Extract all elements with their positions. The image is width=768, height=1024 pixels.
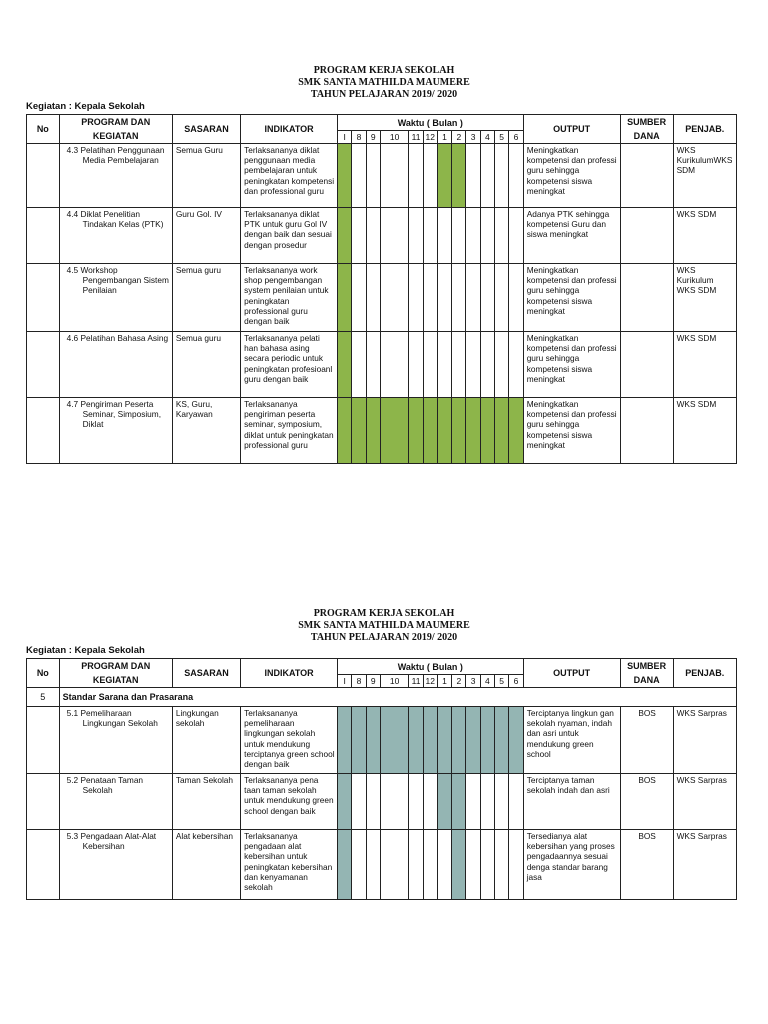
month-cell (380, 398, 409, 464)
month-cell (452, 707, 466, 774)
month-cell (409, 707, 423, 774)
month-cell (437, 332, 451, 398)
table-row (27, 830, 737, 900)
cell-sumber-dana (620, 332, 673, 398)
month-cell (437, 208, 451, 264)
month-cell (494, 332, 508, 398)
month-header: I (338, 675, 352, 688)
month-cell (423, 264, 437, 332)
col-output: OUTPUT (523, 659, 620, 688)
month-cell (480, 774, 494, 830)
cell-program (59, 830, 172, 900)
month-cell (452, 830, 466, 900)
month-cell (338, 144, 352, 208)
col-program: PROGRAM DAN KEGIATAN (59, 659, 172, 688)
month-cell (409, 332, 423, 398)
kegiatan-label-2: Kegiatan : Kepala Sekolah (26, 645, 145, 656)
cell-penjab: WKS SDM (673, 208, 736, 264)
month-cell (509, 398, 523, 464)
cell-sumber-dana: BOS (620, 774, 673, 830)
month-cell (423, 398, 437, 464)
cell-no (27, 398, 60, 464)
col-waktu: Waktu ( Bulan ) (338, 659, 524, 675)
cell-sumber-dana (620, 398, 673, 464)
month-cell (366, 774, 380, 830)
col-sumber-dana: SUMBER DANA (620, 659, 673, 688)
cell-sumber-dana (620, 264, 673, 332)
month-header: 4 (480, 131, 494, 144)
month-header: 9 (366, 675, 380, 688)
month-cell (494, 208, 508, 264)
cell-no (27, 707, 60, 774)
table-row (27, 398, 737, 464)
month-cell (466, 707, 480, 774)
month-cell (466, 144, 480, 208)
month-cell (480, 398, 494, 464)
month-cell (380, 830, 409, 900)
month-cell (352, 332, 366, 398)
month-cell (480, 830, 494, 900)
cell-no (27, 264, 60, 332)
month-header: 6 (509, 131, 523, 144)
month-header: 11 (409, 675, 423, 688)
program-text: 5.3 Pengadaan Alat-Alat Kebersihan (66, 831, 157, 852)
cell-penjab: WKS KurikulumWKS SDM (673, 144, 736, 208)
month-cell (480, 144, 494, 208)
month-header: 12 (423, 675, 437, 688)
program-text: 4.3 Pelatihan Penggunaan Media Pembelajaran (66, 145, 165, 166)
cell-program (59, 398, 172, 464)
month-header: 8 (352, 131, 366, 144)
col-sasaran: SASARAN (172, 659, 240, 688)
cell-program (59, 774, 172, 830)
month-cell (480, 332, 494, 398)
table-row (27, 707, 737, 774)
month-cell (409, 208, 423, 264)
table-row (27, 332, 737, 398)
month-cell (409, 830, 423, 900)
month-cell (437, 264, 451, 332)
col-output: OUTPUT (523, 115, 620, 144)
month-cell (338, 332, 352, 398)
cell-output: Adanya PTK sehingga kompetensi Guru dan siswa meningkat (523, 208, 620, 264)
cell-output: Terciptanya lingkun gan sekolah nyaman, indah dan asri untuk mendukung green school (523, 707, 620, 774)
month-cell (480, 208, 494, 264)
header-line-1: PROGRAM KERJA SEKOLAH (313, 65, 455, 76)
cell-sasaran: Semua guru (172, 264, 240, 332)
month-cell (452, 774, 466, 830)
header-line-3: TAHUN PELAJARAN 2019/ 2020 (310, 632, 458, 643)
month-cell (366, 144, 380, 208)
cell-program (59, 707, 172, 774)
month-cell (452, 264, 466, 332)
cell-output: Meningkatkan kompetensi dan professi guru sehingga kompetensi siswa meningkat (523, 144, 620, 208)
month-cell (338, 208, 352, 264)
month-header: 5 (494, 131, 508, 144)
document-header-2 (0, 608, 768, 644)
month-cell (380, 774, 409, 830)
month-cell (380, 264, 409, 332)
month-cell (423, 208, 437, 264)
section-no: 5 (27, 688, 60, 707)
kegiatan-label: Kegiatan : Kepala Sekolah (26, 101, 145, 112)
month-cell (466, 264, 480, 332)
table-row (27, 774, 737, 830)
month-cell (466, 208, 480, 264)
cell-sasaran: Lingkungan sekolah (172, 707, 240, 774)
month-cell (366, 398, 380, 464)
cell-sumber-dana (620, 144, 673, 208)
cell-indikator: Terlaksananya pengadaan alat kebersihan untuk peningkatan kebersihan dan kenyamanan sekolah (241, 830, 338, 900)
cell-indikator: Terlaksananya pena taan taman sekolah untuk mendukung green school dengan baik (241, 774, 338, 830)
month-cell (509, 208, 523, 264)
program-table-1 (26, 114, 737, 464)
program-text: 5.1 Pemeliharaan Lingkungan Sekolah (66, 708, 158, 729)
col-sasaran: SASARAN (172, 115, 240, 144)
cell-output: Terciptanya taman sekolah indah dan asri (523, 774, 620, 830)
col-indikator: INDIKATOR (241, 659, 338, 688)
cell-sasaran: Semua Guru (172, 144, 240, 208)
cell-sasaran: Guru Gol. IV (172, 208, 240, 264)
col-indikator: INDIKATOR (241, 115, 338, 144)
header-line-1: PROGRAM KERJA SEKOLAH (313, 608, 455, 619)
program-text: 4.5 Workshop Pengembangan Sistem Penilaian (66, 265, 169, 296)
month-header: 10 (380, 131, 409, 144)
cell-sasaran: KS, Guru, Karyawan (172, 398, 240, 464)
month-cell (494, 830, 508, 900)
month-cell (509, 707, 523, 774)
month-header: 1 (437, 675, 451, 688)
month-cell (352, 144, 366, 208)
section-title: Standar Sarana dan Prasarana (59, 688, 736, 707)
month-cell (452, 208, 466, 264)
cell-program (59, 144, 172, 208)
col-no: No (27, 659, 60, 688)
col-no: No (27, 115, 60, 144)
cell-sumber-dana: BOS (620, 830, 673, 900)
cell-indikator: Terlaksananya pelati han bahasa asing secara periodic untuk peningkatan profesioanl guru dengan baik (241, 332, 338, 398)
cell-penjab: WKS Sarpras (673, 774, 736, 830)
cell-output: Meningkatkan kompetensi dan professi guru sehingga kompetensi siswa meningkat (523, 398, 620, 464)
cell-sumber-dana (620, 208, 673, 264)
month-cell (480, 707, 494, 774)
month-cell (366, 707, 380, 774)
month-cell (338, 830, 352, 900)
month-cell (494, 144, 508, 208)
month-cell (366, 830, 380, 900)
cell-program (59, 208, 172, 264)
month-cell (338, 398, 352, 464)
month-cell (352, 208, 366, 264)
month-cell (352, 774, 366, 830)
month-cell (494, 707, 508, 774)
month-cell (423, 830, 437, 900)
cell-penjab: WKS SDM (673, 398, 736, 464)
month-header: 5 (494, 675, 508, 688)
col-penjab: PENJAB. (673, 115, 736, 144)
month-cell (437, 707, 451, 774)
month-header: 1 (437, 131, 451, 144)
cell-output: Tersedianya alat kebersihan yang proses pengadaannya sesuai denga standar barang jasa (523, 830, 620, 900)
month-cell (380, 208, 409, 264)
month-cell (338, 264, 352, 332)
cell-no (27, 144, 60, 208)
month-cell (423, 774, 437, 830)
cell-penjab: WKS Sarpras (673, 830, 736, 900)
cell-program (59, 332, 172, 398)
month-header: 6 (509, 675, 523, 688)
month-cell (423, 332, 437, 398)
month-cell (466, 830, 480, 900)
month-cell (480, 264, 494, 332)
month-cell (452, 144, 466, 208)
month-cell (509, 774, 523, 830)
program-text: 4.4 Diklat Penelitian Tindakan Kelas (PTK) (66, 209, 164, 230)
month-cell (409, 144, 423, 208)
cell-sumber-dana: BOS (620, 707, 673, 774)
month-cell (437, 830, 451, 900)
month-cell (509, 144, 523, 208)
cell-indikator: Terlaksananya diklat PTK untuk guru Gol IV dengan baik dan sesuai dengan prosedur (241, 208, 338, 264)
cell-sasaran: Taman Sekolah (172, 774, 240, 830)
month-cell (466, 332, 480, 398)
month-cell (409, 774, 423, 830)
program-text: 4.6 Pelatihan Bahasa Asing (66, 333, 169, 343)
month-header: I (338, 131, 352, 144)
month-cell (437, 398, 451, 464)
cell-indikator: Terlaksananya work shop pengembangan system penilaian untuk peningkatan professional guru dengan baik (241, 264, 338, 332)
cell-no (27, 830, 60, 900)
col-penjab: PENJAB. (673, 659, 736, 688)
month-cell (409, 264, 423, 332)
cell-output: Meningkatkan kompetensi dan professi guru sehingga kompetensi siswa meningkat (523, 264, 620, 332)
month-cell (409, 398, 423, 464)
col-program: PROGRAM DAN KEGIATAN (59, 115, 172, 144)
month-header: 11 (409, 131, 423, 144)
month-cell (466, 398, 480, 464)
month-cell (338, 774, 352, 830)
month-header: 4 (480, 675, 494, 688)
month-cell (380, 332, 409, 398)
month-header: 3 (466, 675, 480, 688)
cell-indikator: Terlaksananya diklat penggunaan media pembelajaran untuk peningkatan kompetensi dan professional guru (241, 144, 338, 208)
month-cell (509, 332, 523, 398)
header-line-3: TAHUN PELAJARAN 2019/ 2020 (310, 89, 458, 100)
month-header: 2 (452, 131, 466, 144)
table-row (27, 264, 737, 332)
month-header: 10 (380, 675, 409, 688)
cell-penjab: WKS Kurikulum WKS SDM (673, 264, 736, 332)
month-cell (338, 707, 352, 774)
cell-indikator: Terlaksananya pemeliharaan lingkungan sekolah untuk mendukung terciptanya green school dengan baik (241, 707, 338, 774)
month-cell (380, 144, 409, 208)
month-cell (423, 144, 437, 208)
month-cell (352, 830, 366, 900)
cell-no (27, 332, 60, 398)
month-header: 8 (352, 675, 366, 688)
month-cell (494, 398, 508, 464)
month-cell (437, 144, 451, 208)
col-waktu: Waktu ( Bulan ) (338, 115, 524, 131)
month-cell (366, 264, 380, 332)
month-cell (437, 774, 451, 830)
month-cell (352, 264, 366, 332)
cell-sasaran: Alat kebersihan (172, 830, 240, 900)
month-cell (423, 707, 437, 774)
month-cell (494, 774, 508, 830)
month-cell (366, 208, 380, 264)
month-cell (509, 264, 523, 332)
month-cell (509, 830, 523, 900)
program-text: 4.7 Pengiriman Peserta Seminar, Simposium, Diklat (66, 399, 162, 430)
cell-output: Meningkatkan kompetensi dan professi guru sehingga kompetensi siswa meningkat (523, 332, 620, 398)
month-cell (466, 774, 480, 830)
month-cell (452, 398, 466, 464)
month-cell (380, 707, 409, 774)
cell-no (27, 774, 60, 830)
cell-sasaran: Semua guru (172, 332, 240, 398)
cell-program (59, 264, 172, 332)
cell-indikator: Terlaksananya pengiriman peserta seminar, symposium, diklat untuk peningkatan professional guru (241, 398, 338, 464)
month-header: 12 (423, 131, 437, 144)
header-line-2: SMK SANTA MATHILDA MAUMERE (298, 77, 470, 88)
month-header: 3 (466, 131, 480, 144)
document-header (0, 65, 768, 101)
month-cell (494, 264, 508, 332)
cell-penjab: WKS SDM (673, 332, 736, 398)
program-text: 5.2 Penataan Taman Sekolah (66, 775, 144, 796)
table-row (27, 144, 737, 208)
header-line-2: SMK SANTA MATHILDA MAUMERE (298, 620, 470, 631)
month-header: 9 (366, 131, 380, 144)
table-row (27, 208, 737, 264)
month-cell (452, 332, 466, 398)
month-cell (366, 332, 380, 398)
month-cell (352, 707, 366, 774)
cell-penjab: WKS Sarpras (673, 707, 736, 774)
col-sumber-dana: SUMBER DANA (620, 115, 673, 144)
program-table-2 (26, 658, 737, 900)
month-header: 2 (452, 675, 466, 688)
cell-no (27, 208, 60, 264)
month-cell (352, 398, 366, 464)
